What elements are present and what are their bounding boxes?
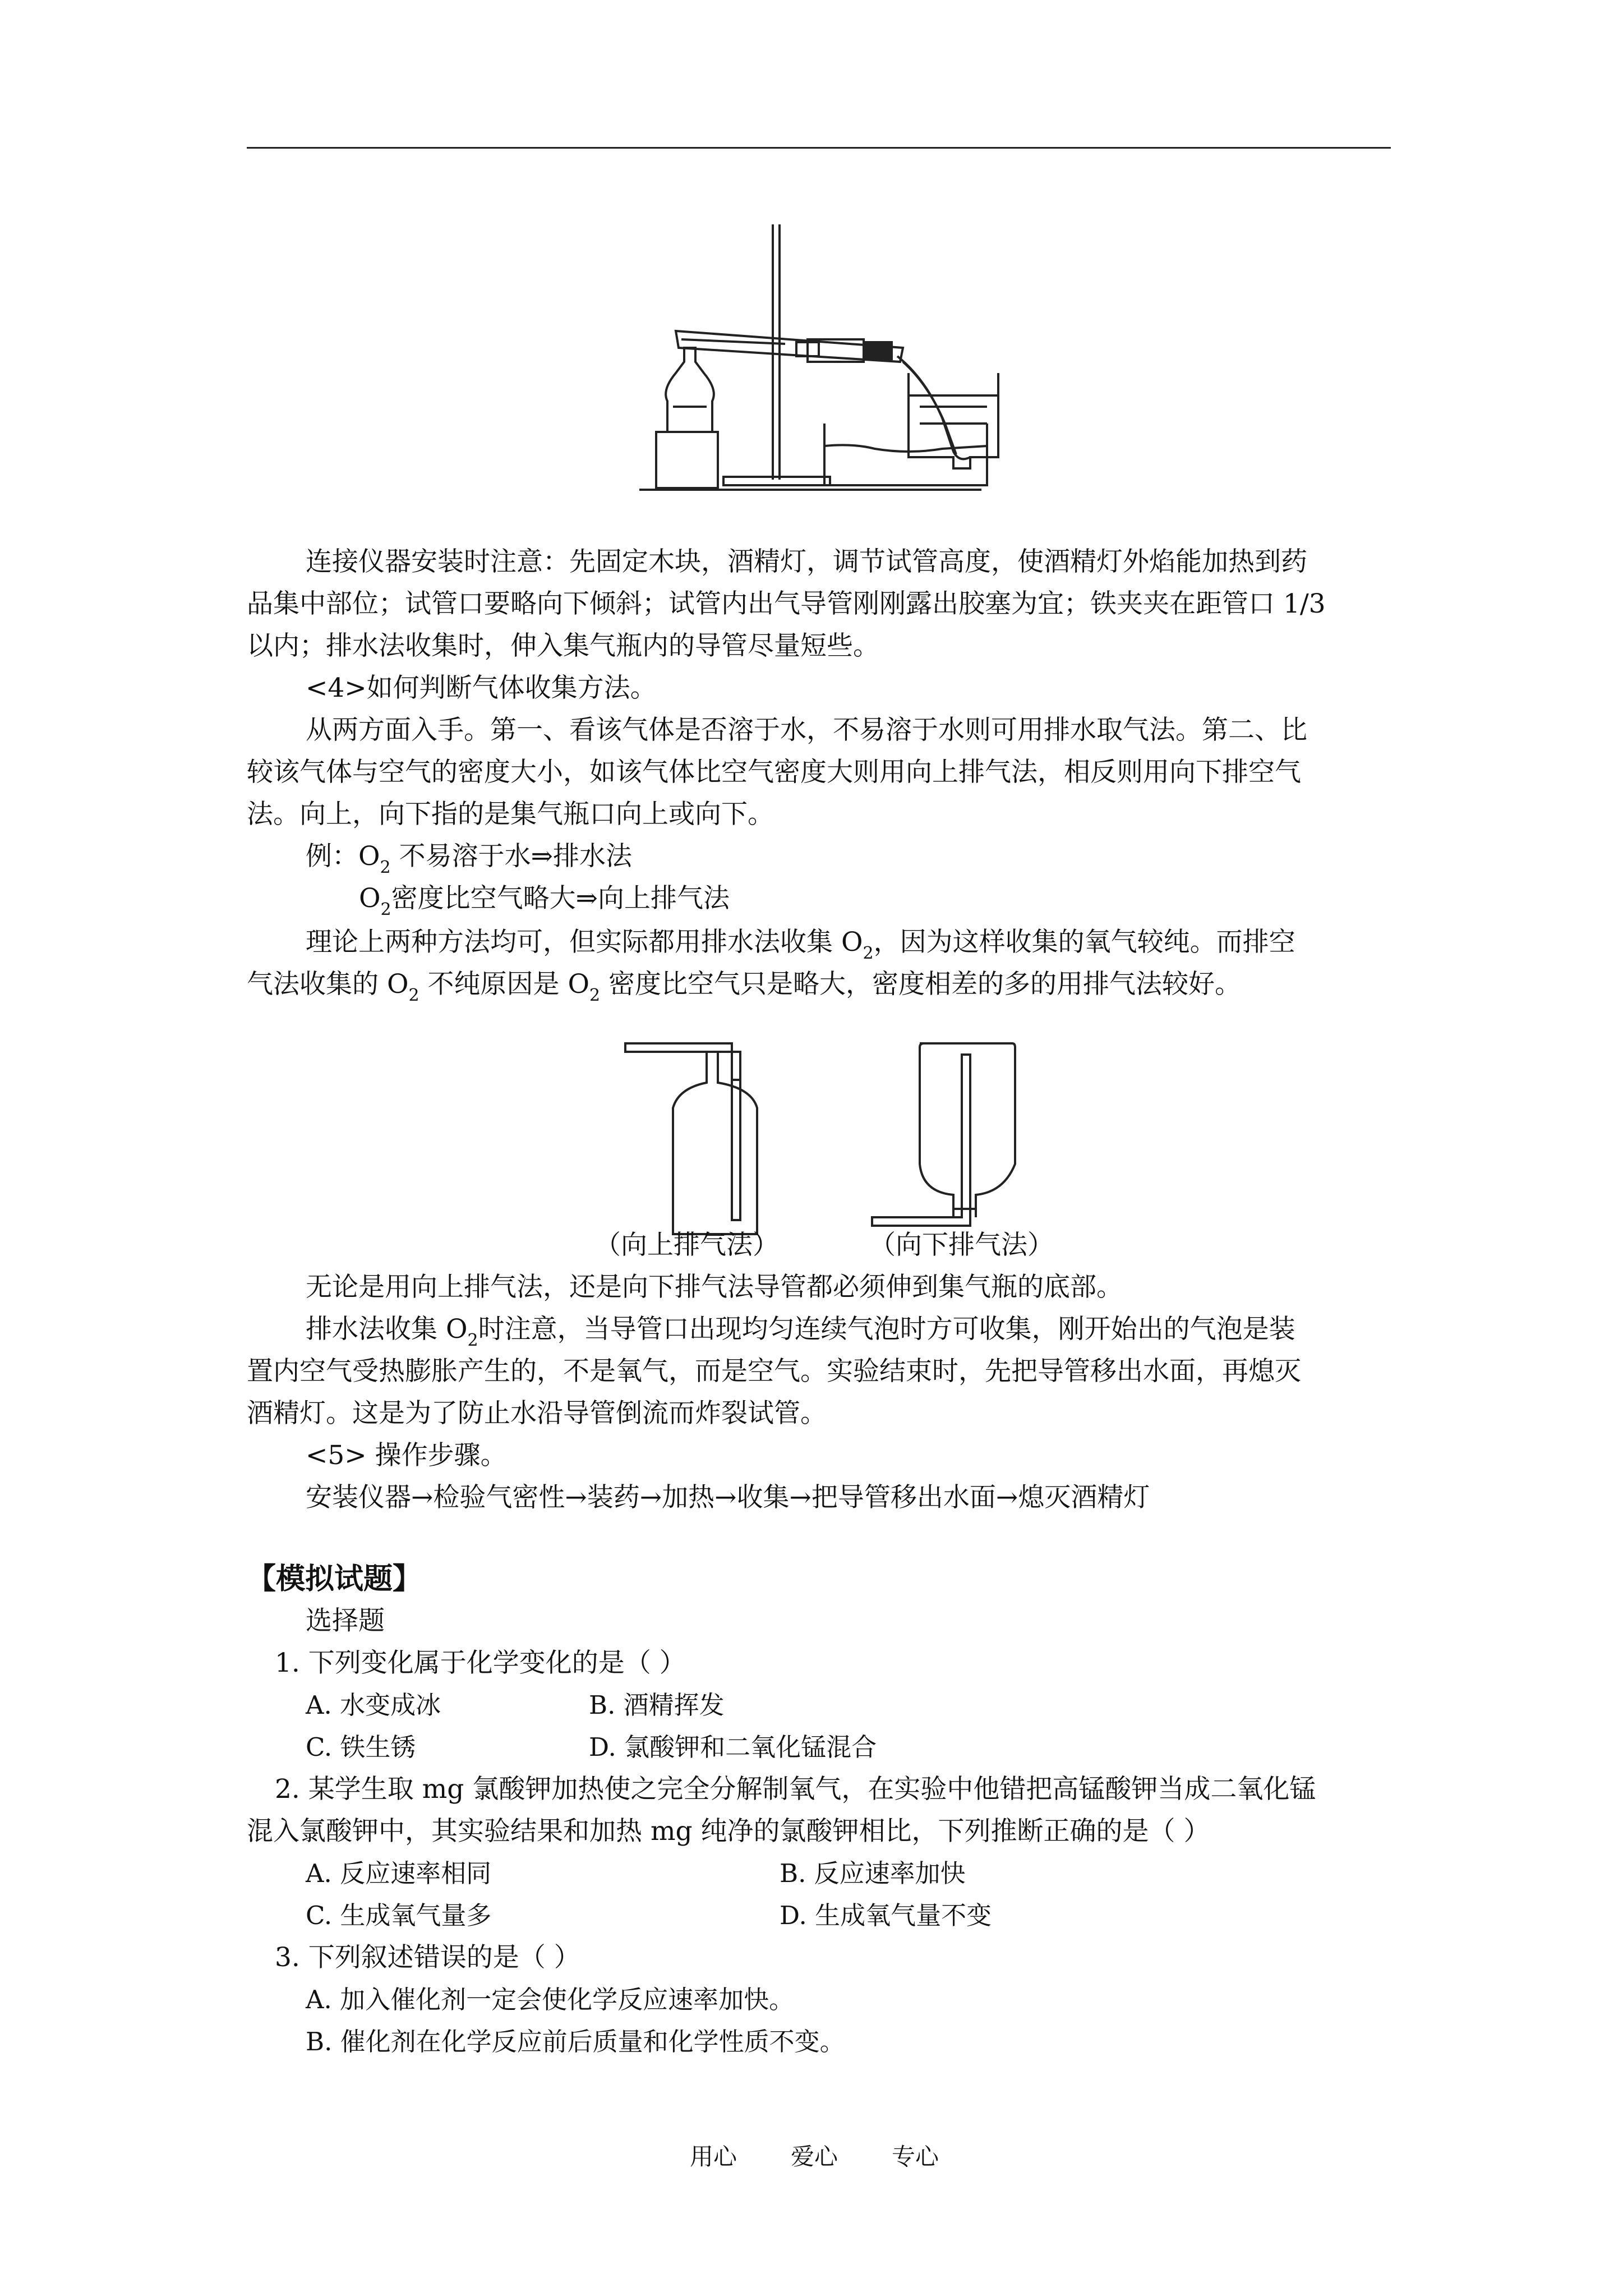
footer-text-2: 爱心 — [791, 2143, 838, 2170]
para2-line1: 从两方面入手。第一、看该气体是否溶于水，不易溶于水则可用排水取气法。第二、比 — [306, 715, 1307, 746]
q2-option-d: D. 生成氧气量不变 — [780, 1901, 992, 1930]
q2-option-c: C. 生成氧气量多 — [306, 1901, 492, 1930]
para2-line3: 法。向上，向下指的是集气瓶口向上或向下。 — [247, 799, 774, 830]
section-title: 【模拟试题】 — [247, 1562, 422, 1596]
example2-text: 密度比空气略大 — [391, 883, 576, 914]
para2-line2: 较该气体与空气的密度大小，如该气体比空气密度大则用向上排气法，相反则用向下排空气 — [247, 757, 1301, 788]
para1-line3: 以内；排水法收集时，伸入集气瓶内的导管尽量短些。 — [247, 631, 879, 661]
oxygen-subscript: 2 — [380, 900, 391, 919]
para3-l1a: 理论上两种方法均可，但实际都用排水法收集 O — [306, 927, 863, 958]
example1-text: 不易溶于水 — [399, 841, 531, 872]
para3-l2b: 不纯原因是 O — [419, 969, 589, 1000]
para1-line2: 品集中部位；试管口要略向下倾斜；试管内出气导管刚刚露出胶塞为宜；铁夹夹在距管口 1/3 — [247, 588, 1326, 619]
oxygen-subscript: 2 — [380, 858, 391, 877]
oxygen-symbol: O — [359, 883, 381, 914]
para3-line1 — [306, 926, 1295, 963]
arrow-icon: ⇒ — [531, 841, 553, 872]
example1-result: 排水法 — [552, 841, 632, 872]
example2-result: 向上排气法 — [598, 883, 730, 914]
q3-stem: 3. 下列叙述错误的是（ ） — [275, 1942, 580, 1973]
q1-option-c: C. 铁生锈 — [306, 1732, 416, 1762]
para3-l2a: 气法收集的 O — [247, 969, 409, 1000]
para5-line1 — [306, 1313, 1295, 1350]
operation-steps: 安装仪器→检验气密性→装药→加热→收集→把导管移出水面→熄灭酒精灯 — [306, 1482, 1150, 1513]
oxygen-subscript: 2 — [863, 944, 874, 963]
q1-option-b: B. 酒精挥发 — [589, 1690, 725, 1720]
oxygen-subscript: 2 — [467, 1331, 478, 1350]
para3-l1b: ，因为这样收集的氧气较纯。而排空 — [873, 927, 1295, 958]
header-rule — [247, 147, 1391, 149]
upward-displacement-jar-figure — [623, 1041, 768, 1243]
para5-l1b: 时注意，当导管口出现均匀连续气泡时方可收集，刚开始出的气泡是装 — [478, 1314, 1295, 1345]
oxygen-subscript: 2 — [589, 986, 601, 1005]
q3-option-b: B. 催化剂在化学反应前后质量和化学性质不变。 — [306, 2027, 845, 2056]
example-line2 — [359, 882, 730, 919]
para5-line3: 酒精灯。这是为了防止水沿导管倒流而炸裂试管。 — [247, 1398, 827, 1429]
q2-option-b: B. 反应速率加快 — [780, 1858, 966, 1888]
oxygen-apparatus-figure — [639, 222, 1021, 496]
para3-line2 — [247, 968, 1241, 1005]
footer-text-1: 用心 — [690, 2143, 737, 2170]
caption-downward: （向下排气法） — [869, 1230, 1054, 1260]
para5-l1a: 排水法收集 O — [306, 1314, 468, 1345]
q1-option-d: D. 氯酸钾和二氧化锰混合 — [589, 1732, 877, 1762]
oxygen-symbol: O — [358, 841, 380, 872]
heading-4: <4>如何判断气体收集方法。 — [306, 673, 657, 703]
q3-option-a: A. 加入催化剂一定会使化学反应速率加快。 — [306, 1985, 795, 2014]
q1-stem: 1. 下列变化属于化学变化的是（ ） — [275, 1648, 686, 1678]
q2-stem-line1: 2. 某学生取 mg 氯酸钾加热使之完全分解制氧气，在实验中他错把高锰酸钾当成二氧化锰 — [275, 1774, 1316, 1805]
downward-displacement-jar-figure — [869, 1041, 1032, 1243]
q2-stem-line2: 混入氯酸钾中，其实验结果和加热 mg 纯净的氯酸钾相比，下列推断正确的是（ ） — [247, 1816, 1210, 1847]
arrow-icon: ⇒ — [575, 883, 598, 914]
para3-l2c: 密度比空气只是略大，密度相差的多的用排气法较好。 — [600, 969, 1242, 1000]
heading-5: <5> 操作步骤。 — [306, 1440, 507, 1471]
oxygen-subscript: 2 — [408, 986, 419, 1005]
para1-line1: 连接仪器安装时注意：先固定木块，酒精灯，调节试管高度，使酒精灯外焰能加热到药 — [306, 546, 1307, 577]
q1-option-a: A. 水变成冰 — [306, 1690, 441, 1720]
footer-text-3: 专心 — [892, 2143, 939, 2170]
q2-option-a: A. 反应速率相同 — [306, 1858, 492, 1888]
example-label: 例： — [306, 841, 358, 872]
caption-upward: （向上排气法） — [594, 1230, 779, 1260]
para5-line2: 置内空气受热膨胀产生的，不是氧气，而是空气。实验结束时，先把导管移出水面，再熄灭 — [247, 1356, 1301, 1387]
para4: 无论是用向上排气法，还是向下排气法导管都必须伸到集气瓶的底部。 — [306, 1272, 1123, 1303]
subsection-title: 选择题 — [306, 1605, 385, 1636]
example-line1 — [306, 840, 632, 877]
